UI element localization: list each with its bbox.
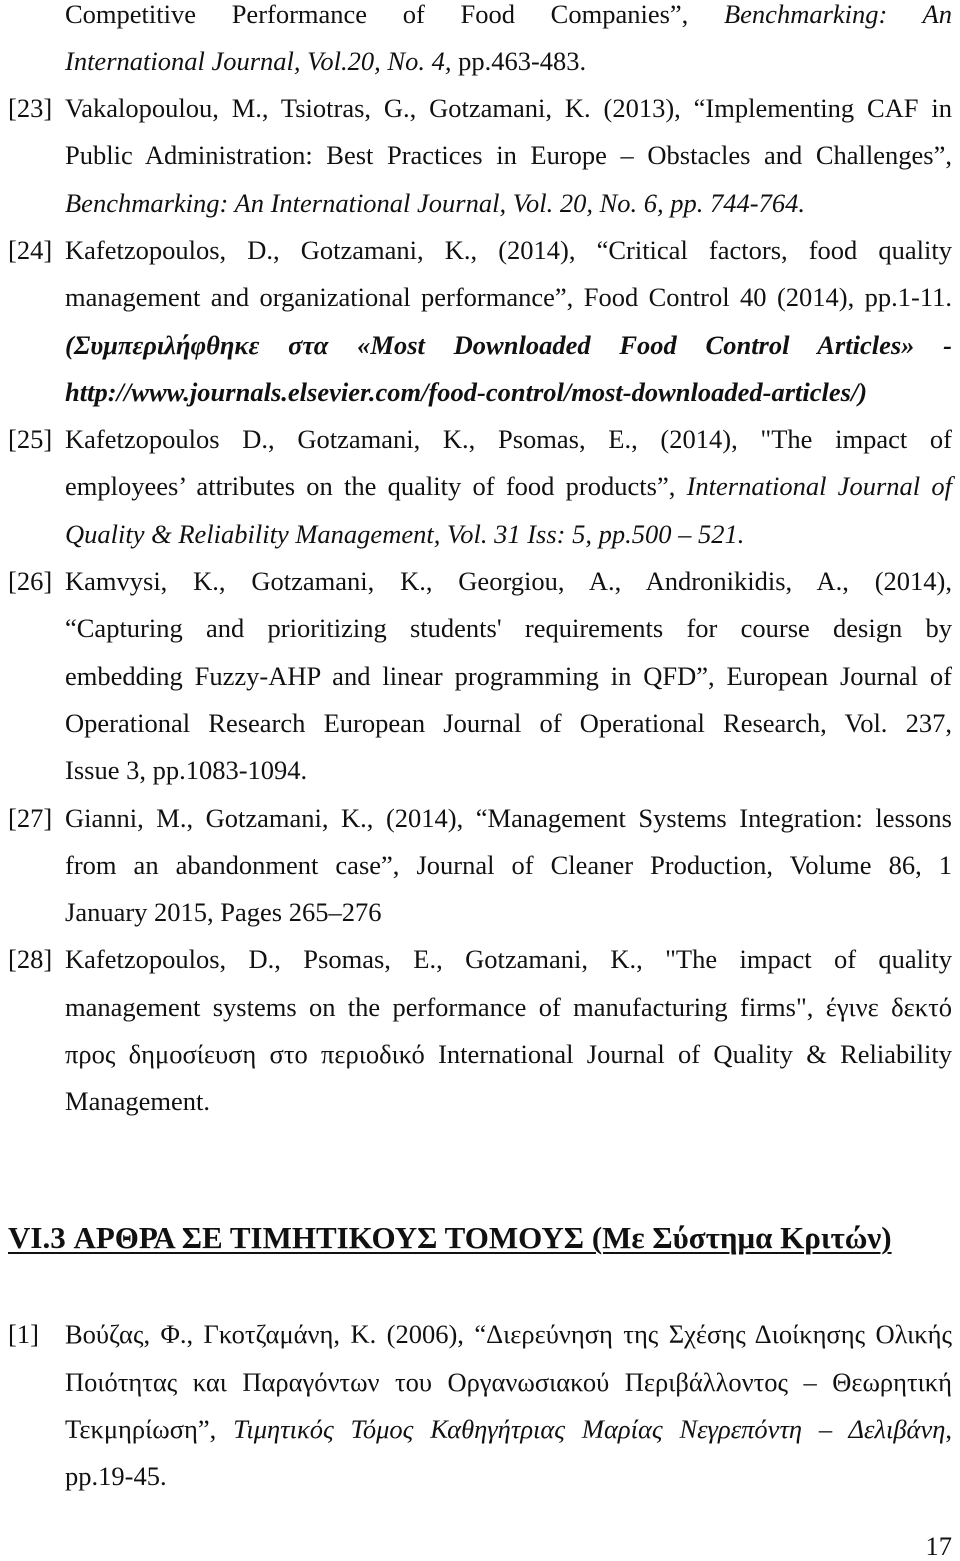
reference-text: management and organizational performance”, Food Control 40 (2014), pp.1-11. [65, 282, 952, 313]
reference-number: [23] [8, 93, 53, 124]
reference-line [65, 605, 952, 652]
reference-line [8, 227, 952, 274]
reference-line [65, 132, 952, 179]
reference-23 [8, 85, 952, 227]
journal-references-list [8, 0, 952, 1126]
reference-24 [8, 227, 952, 416]
downloads-note: (Συμπεριλήφθηκε στα «Most Downloaded Food Control Articles» - [65, 329, 952, 360]
reference-number: [28] [8, 944, 53, 975]
reference-number: [25] [8, 424, 53, 455]
reference-line [8, 416, 952, 463]
reference-text: employees’ attributes on the quality of food products”, [65, 471, 687, 502]
reference-line [65, 322, 952, 369]
page-number: 17 [925, 1531, 952, 1561]
reference-text: January 2015, Pages 265–276 [65, 897, 382, 928]
reference-text: Kamvysi, K., Gotzamani, K., Georgiou, A., Andronikidis, A., (2014), [65, 566, 952, 597]
reference-text: Τεκμηρίωση”, [65, 1413, 234, 1444]
volume-title: Τιμητικός Τόμος Καθηγήτριας Μαρίας Νεγρεπόντη – Δελιβάνη [233, 1413, 946, 1444]
reference-number: [26] [8, 566, 53, 597]
reference-text: Kafetzopoulos D., Gotzamani, K., Psomas, E., (2014), "The impact of [65, 424, 952, 455]
reference-text: Issue 3, pp.1083-1094. [65, 755, 308, 786]
reference-text: Kafetzopoulos, D., Psomas, E., Gotzamani, K., "The impact of quality [65, 944, 952, 975]
downloads-note-url: http://www.journals.elsevier.com/food-control/most-downloaded-articles/) [65, 376, 868, 407]
reference-28 [8, 936, 952, 1125]
reference-text: Gianni, M., Gotzamani, K., (2014), “Management Systems Integration: lessons [65, 802, 952, 833]
reference-line [65, 889, 952, 936]
reference-line [65, 700, 952, 747]
reference-line [65, 653, 952, 700]
reference-line [8, 936, 952, 983]
reference-line [65, 1078, 952, 1125]
reference-pages: pp.19-45. [65, 1461, 167, 1492]
reference-text: Public Administration: Best Practices in Europe – Obstacles and Challenges”, [65, 140, 952, 171]
reference-text: προς δημοσίευση στο περιοδικό International Journal of Quality & Reliability [65, 1039, 952, 1070]
honorary-volume-references-list [8, 1311, 952, 1500]
reference-26 [8, 558, 952, 794]
reference-text: Kafetzopoulos, D., Gotzamani, K., (2014), “Critical factors, food quality [65, 234, 952, 265]
reference-text: Βούζας, Φ., Γκοτζαμάνη, Κ. (2006), “Διερεύνηση της Σχέσης Διοίκησης Ολικής [65, 1319, 952, 1350]
journal-title: International Journal of [686, 471, 952, 502]
reference-line [65, 1031, 952, 1078]
reference-text: Competitive Performance of Food Companies”, [65, 0, 724, 29]
reference-line [65, 369, 952, 416]
reference-pages: pp.463-483. [458, 45, 587, 76]
reference-line [65, 842, 952, 889]
section-heading: VI.3 ΑΡΘΡΑ ΣΕ ΤΙΜΗΤΙΚΟΥΣ ΤΟΜΟΥΣ (Με Σύστημα Κριτών) [8, 1220, 892, 1255]
reference-number: [27] [8, 802, 53, 833]
reference-text: Operational Research European Journal of Operational Research, Vol. 237, [65, 707, 952, 738]
reference-text: management systems on the performance of manufacturing firms", έγινε δεκτό [65, 991, 952, 1022]
reference-number: [24] [8, 234, 53, 265]
reference-line [8, 85, 952, 132]
reference-line [65, 0, 952, 38]
reference-line [65, 1453, 952, 1500]
journal-title: Quality & Reliability Management, Vol. 31 Iss: 5, pp.500 – 521. [65, 518, 745, 549]
reference-text: embedding Fuzzy-AHP and linear programming in QFD”, European Journal of [65, 660, 952, 691]
reference-line [8, 558, 952, 605]
reference-line [65, 274, 952, 321]
reference-text: , [945, 1413, 952, 1444]
journal-title: Benchmarking: An [723, 0, 952, 29]
reference-line [65, 1359, 952, 1406]
reference-text: from an abandonment case”, Journal of Cleaner Production, Volume 86, 1 [65, 849, 952, 880]
honorary-reference-1 [8, 1311, 952, 1500]
journal-title: Benchmarking: An International Journal, Vol. 20, No. 6, pp. 744-764. [65, 187, 805, 218]
reference-line [65, 1406, 952, 1453]
reference-line [65, 984, 952, 1031]
reference-number: [1] [8, 1319, 39, 1350]
reference-line [65, 747, 952, 794]
reference-25 [8, 416, 952, 558]
reference-line [8, 1311, 952, 1358]
reference-text: Ποιότητας και Παραγόντων του Οργανωσιακού Περιβάλλοντος – Θεωρητική [65, 1366, 952, 1397]
reference-27 [8, 795, 952, 937]
reference-line [8, 795, 952, 842]
reference-line [65, 38, 952, 85]
reference-line [65, 463, 952, 510]
reference-text: “Capturing and prioritizing students' requirements for course design by [65, 613, 952, 644]
reference-text: Vakalopoulou, M., Tsiotras, G., Gotzamani, K. (2013), “Implementing CAF in [65, 93, 952, 124]
reference-line [65, 180, 952, 227]
reference-line [65, 511, 952, 558]
journal-title: International Journal, Vol.20, No. 4, [65, 45, 459, 76]
reference-22-continued [65, 0, 952, 85]
reference-text: Management. [65, 1086, 210, 1117]
